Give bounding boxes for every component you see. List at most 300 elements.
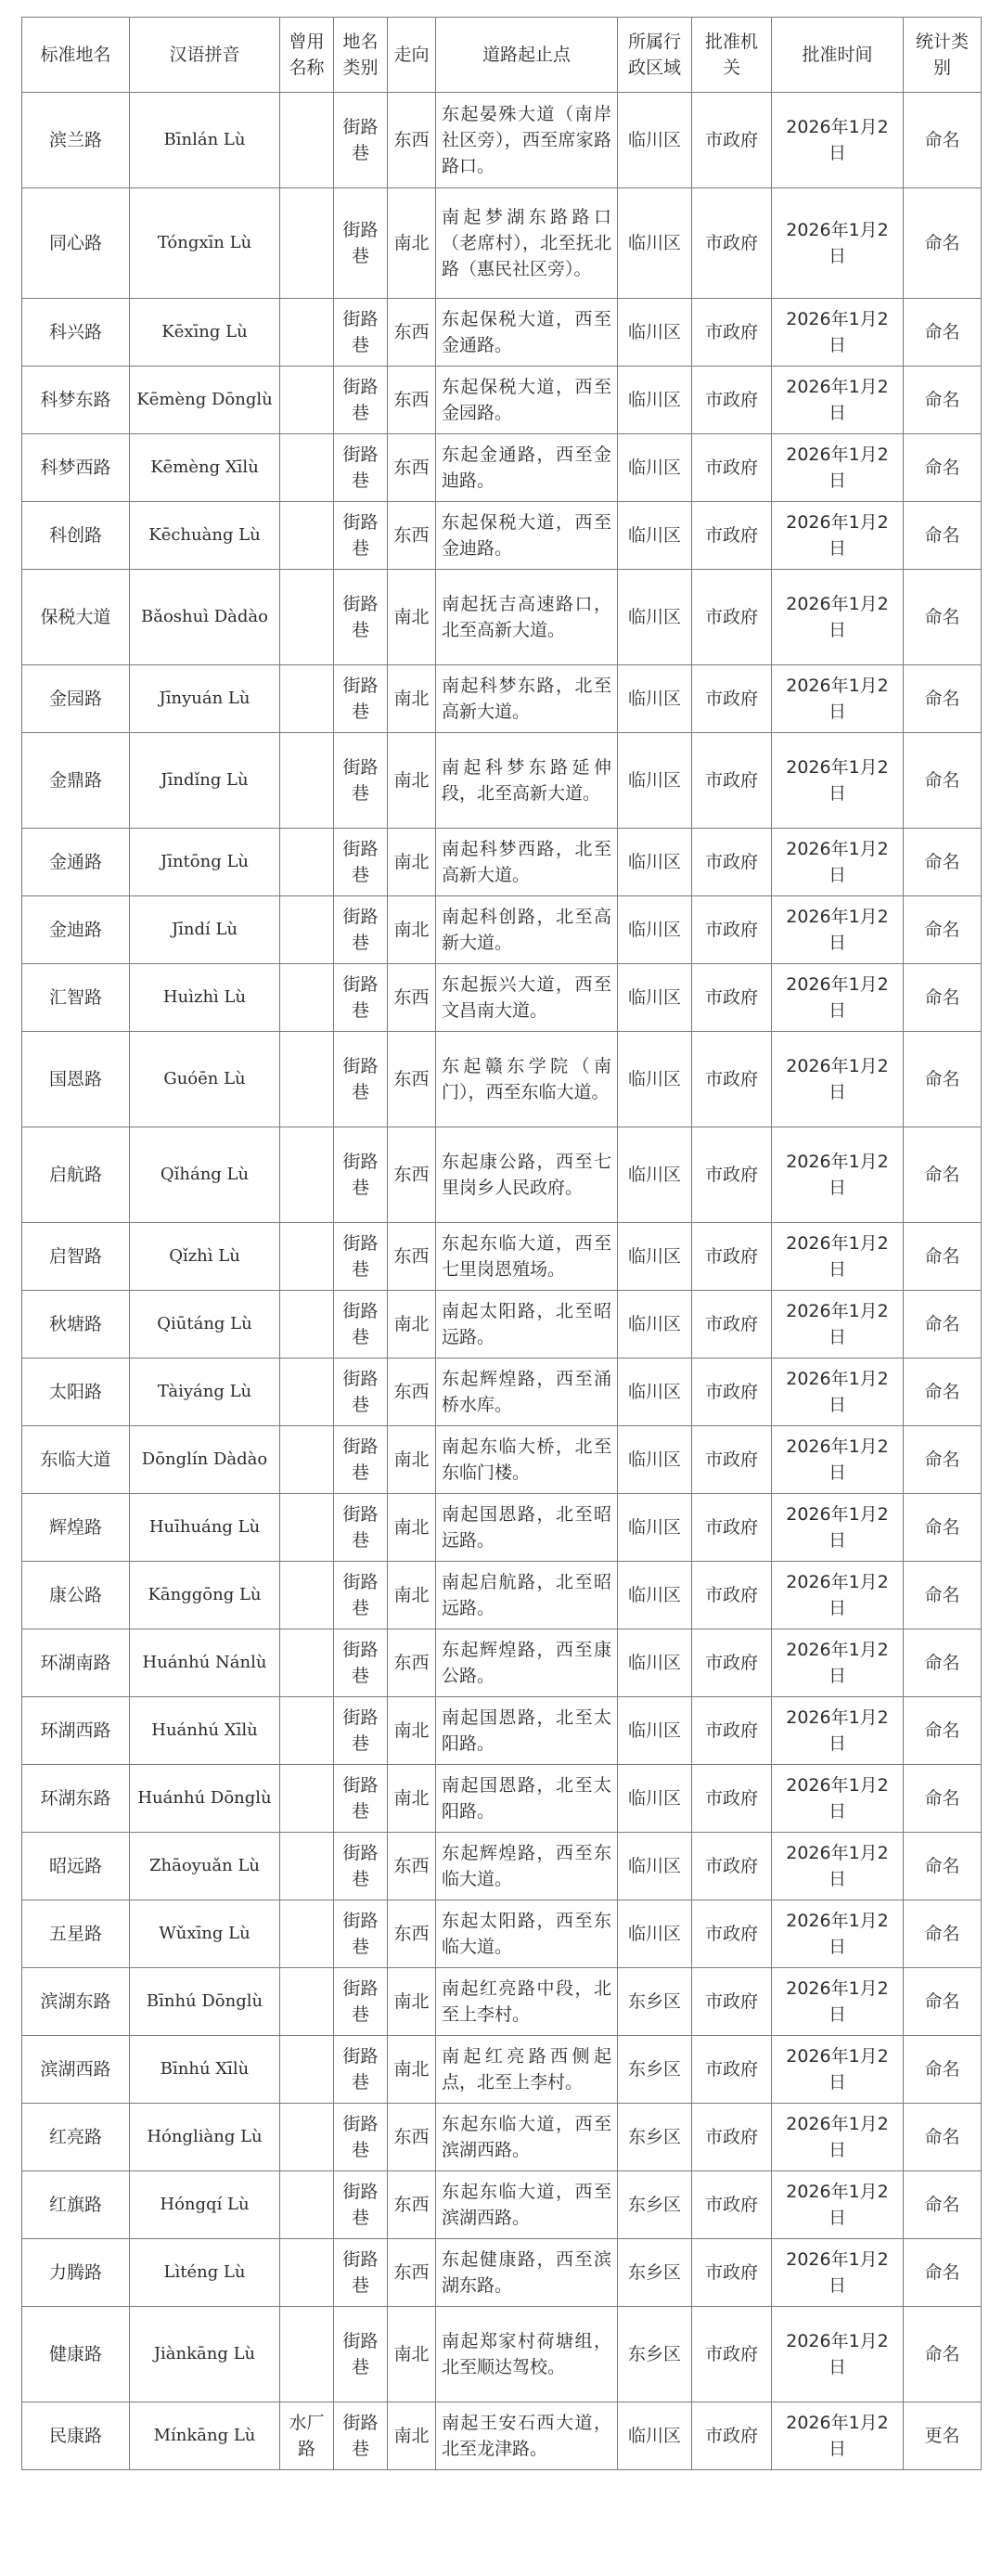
pinyin-cell: Huīhuáng Lù (130, 1494, 280, 1562)
district-cell: 临川区 (618, 964, 692, 1032)
category-cell: 街路巷 (334, 2402, 388, 2470)
category-cell: 街路巷 (334, 733, 388, 829)
stat-type-cell: 命名 (904, 502, 982, 570)
former-name-cell (280, 93, 334, 188)
road-range-cell: 东起晏殊大道（南岸社区旁），西至席家路路口。 (436, 93, 618, 188)
road-name-cell: 金迪路 (22, 896, 130, 964)
pinyin-cell: Jiànkāng Lù (130, 2307, 280, 2402)
pinyin-cell: Jīndí Lù (130, 896, 280, 964)
table-row (22, 964, 982, 1032)
district-cell: 临川区 (618, 299, 692, 367)
category-cell: 街路巷 (334, 93, 388, 188)
approval-date-cell: 2026年1月2日 (772, 1900, 904, 1968)
road-name-cell: 力腾路 (22, 2239, 130, 2307)
former-name-cell (280, 665, 334, 733)
pinyin-cell: Huánhú Nánlù (130, 1629, 280, 1697)
direction-cell: 东西 (388, 1900, 436, 1968)
road-name-cell: 康公路 (22, 1562, 130, 1629)
road-name-cell: 国恩路 (22, 1032, 130, 1127)
former-name-cell (280, 570, 334, 665)
category-cell: 街路巷 (334, 896, 388, 964)
stat-type-cell: 命名 (904, 1359, 982, 1426)
direction-cell: 东西 (388, 93, 436, 188)
direction-cell: 南北 (388, 2307, 436, 2402)
former-name-cell (280, 1494, 334, 1562)
road-name-cell: 民康路 (22, 2402, 130, 2470)
former-name-cell (280, 1127, 334, 1223)
pinyin-cell: Qǐháng Lù (130, 1127, 280, 1223)
pinyin-cell: Tàiyáng Lù (130, 1359, 280, 1426)
authority-cell: 市政府 (692, 733, 772, 829)
district-cell: 临川区 (618, 1494, 692, 1562)
direction-cell: 东西 (388, 1032, 436, 1127)
category-cell: 街路巷 (334, 1562, 388, 1629)
table-row (22, 1223, 982, 1291)
authority-cell: 市政府 (692, 1223, 772, 1291)
road-range-cell: 东起辉煌路，西至东临大道。 (436, 1833, 618, 1900)
former-name-cell (280, 964, 334, 1032)
table-row (22, 1697, 982, 1765)
category-cell: 街路巷 (334, 1127, 388, 1223)
former-name-cell (280, 1697, 334, 1765)
district-cell: 东乡区 (618, 2104, 692, 2171)
authority-cell: 市政府 (692, 188, 772, 299)
stat-type-cell: 命名 (904, 1629, 982, 1697)
former-name-cell (280, 299, 334, 367)
district-cell: 临川区 (618, 896, 692, 964)
approval-date-cell: 2026年1月2日 (772, 1562, 904, 1629)
approval-date-cell: 2026年1月2日 (772, 2171, 904, 2239)
stat-type-cell: 命名 (904, 1697, 982, 1765)
approval-date-cell: 2026年1月2日 (772, 570, 904, 665)
road-range-cell: 东起辉煌路，西至涌桥水库。 (436, 1359, 618, 1426)
category-cell: 街路巷 (334, 188, 388, 299)
district-cell: 临川区 (618, 733, 692, 829)
pinyin-cell: Kānggōng Lù (130, 1562, 280, 1629)
district-cell: 东乡区 (618, 2307, 692, 2402)
direction-cell: 南北 (388, 1697, 436, 1765)
authority-cell: 市政府 (692, 1968, 772, 2036)
road-name-cell: 滨湖东路 (22, 1968, 130, 2036)
former-name-cell: 水厂路 (280, 2402, 334, 2470)
district-cell: 临川区 (618, 1032, 692, 1127)
pinyin-cell: Kēchuàng Lù (130, 502, 280, 570)
pinyin-cell: Zhāoyuǎn Lù (130, 1833, 280, 1900)
pinyin-cell: Hóngliàng Lù (130, 2104, 280, 2171)
place-name-table-container (21, 17, 981, 2470)
authority-cell: 市政府 (692, 896, 772, 964)
road-name-cell: 启智路 (22, 1223, 130, 1291)
approval-date-cell: 2026年1月2日 (772, 93, 904, 188)
authority-cell: 市政府 (692, 93, 772, 188)
approval-date-cell: 2026年1月2日 (772, 733, 904, 829)
former-name-cell (280, 733, 334, 829)
road-range-cell: 南起科梦东路延伸段，北至高新大道。 (436, 733, 618, 829)
approval-date-cell: 2026年1月2日 (772, 1494, 904, 1562)
direction-cell: 东西 (388, 2104, 436, 2171)
stat-type-cell: 命名 (904, 1032, 982, 1127)
pinyin-cell: Lìténg Lù (130, 2239, 280, 2307)
table-row (22, 1494, 982, 1562)
authority-cell: 市政府 (692, 2402, 772, 2470)
table-row (22, 665, 982, 733)
road-range-cell: 东起赣东学院（南门），西至东临大道。 (436, 1032, 618, 1127)
former-name-cell (280, 2104, 334, 2171)
former-name-cell (280, 1968, 334, 2036)
category-cell: 街路巷 (334, 1359, 388, 1426)
approval-date-cell: 2026年1月2日 (772, 896, 904, 964)
table-row (22, 2402, 982, 2470)
table-row (22, 733, 982, 829)
road-name-cell: 太阳路 (22, 1359, 130, 1426)
stat-type-cell: 命名 (904, 1426, 982, 1494)
district-cell: 临川区 (618, 1291, 692, 1359)
table-row (22, 2036, 982, 2104)
road-name-cell: 保税大道 (22, 570, 130, 665)
direction-cell: 东西 (388, 2171, 436, 2239)
header-category: 地名类别 (334, 18, 388, 93)
district-cell: 临川区 (618, 1900, 692, 1968)
former-name-cell (280, 367, 334, 434)
former-name-cell (280, 896, 334, 964)
approval-date-cell: 2026年1月2日 (772, 188, 904, 299)
category-cell: 街路巷 (334, 299, 388, 367)
header-road-range: 道路起止点 (436, 18, 618, 93)
former-name-cell (280, 2239, 334, 2307)
stat-type-cell: 命名 (904, 570, 982, 665)
direction-cell: 东西 (388, 367, 436, 434)
category-cell: 街路巷 (334, 1765, 388, 1833)
road-name-cell: 科兴路 (22, 299, 130, 367)
district-cell: 临川区 (618, 1562, 692, 1629)
table-row (22, 1291, 982, 1359)
road-name-cell: 健康路 (22, 2307, 130, 2402)
direction-cell: 南北 (388, 733, 436, 829)
road-range-cell: 东起保税大道，西至金通路。 (436, 299, 618, 367)
former-name-cell (280, 188, 334, 299)
road-name-cell: 辉煌路 (22, 1494, 130, 1562)
table-row (22, 570, 982, 665)
road-name-cell: 科创路 (22, 502, 130, 570)
district-cell: 临川区 (618, 502, 692, 570)
authority-cell: 市政府 (692, 299, 772, 367)
road-name-cell: 滨兰路 (22, 93, 130, 188)
approval-date-cell: 2026年1月2日 (772, 1032, 904, 1127)
header-district: 所属行政区域 (618, 18, 692, 93)
approval-date-cell: 2026年1月2日 (772, 1833, 904, 1900)
table-row (22, 1032, 982, 1127)
category-cell: 街路巷 (334, 2239, 388, 2307)
district-cell: 临川区 (618, 1359, 692, 1426)
authority-cell: 市政府 (692, 1900, 772, 1968)
authority-cell: 市政府 (692, 1426, 772, 1494)
direction-cell: 东西 (388, 1833, 436, 1900)
stat-type-cell: 命名 (904, 2239, 982, 2307)
road-range-cell: 南起科梦东路，北至高新大道。 (436, 665, 618, 733)
road-name-cell: 红旗路 (22, 2171, 130, 2239)
approval-date-cell: 2026年1月2日 (772, 1359, 904, 1426)
district-cell: 临川区 (618, 93, 692, 188)
approval-date-cell: 2026年1月2日 (772, 502, 904, 570)
direction-cell: 南北 (388, 665, 436, 733)
former-name-cell (280, 502, 334, 570)
road-range-cell: 东起保税大道，西至金迪路。 (436, 502, 618, 570)
table-row (22, 1833, 982, 1900)
category-cell: 街路巷 (334, 1833, 388, 1900)
direction-cell: 南北 (388, 896, 436, 964)
former-name-cell (280, 2036, 334, 2104)
former-name-cell (280, 1359, 334, 1426)
table-row (22, 367, 982, 434)
category-cell: 街路巷 (334, 502, 388, 570)
direction-cell: 东西 (388, 434, 436, 502)
table-row (22, 1900, 982, 1968)
stat-type-cell: 命名 (904, 188, 982, 299)
road-range-cell: 东起金通路，西至金迪路。 (436, 434, 618, 502)
road-name-cell: 金通路 (22, 829, 130, 896)
stat-type-cell: 命名 (904, 896, 982, 964)
road-range-cell: 南起红亮路中段，北至上李村。 (436, 1968, 618, 2036)
direction-cell: 东西 (388, 502, 436, 570)
table-row (22, 1426, 982, 1494)
road-name-cell: 东临大道 (22, 1426, 130, 1494)
former-name-cell (280, 434, 334, 502)
direction-cell: 南北 (388, 570, 436, 665)
authority-cell: 市政府 (692, 964, 772, 1032)
direction-cell: 东西 (388, 299, 436, 367)
direction-cell: 南北 (388, 1291, 436, 1359)
district-cell: 临川区 (618, 1629, 692, 1697)
header-standard-name: 标准地名 (22, 18, 130, 93)
approval-date-cell: 2026年1月2日 (772, 1697, 904, 1765)
table-row (22, 299, 982, 367)
road-range-cell: 南起科梦西路，北至高新大道。 (436, 829, 618, 896)
stat-type-cell: 命名 (904, 1494, 982, 1562)
stat-type-cell: 命名 (904, 434, 982, 502)
table-body (22, 93, 982, 2470)
approval-date-cell: 2026年1月2日 (772, 434, 904, 502)
stat-type-cell: 命名 (904, 1765, 982, 1833)
pinyin-cell: Bǎoshuì Dàdào (130, 570, 280, 665)
pinyin-cell: Jīndǐng Lù (130, 733, 280, 829)
direction-cell: 南北 (388, 2036, 436, 2104)
table-row (22, 93, 982, 188)
road-range-cell: 南起国恩路，北至昭远路。 (436, 1494, 618, 1562)
place-name-table (21, 17, 982, 2470)
approval-date-cell: 2026年1月2日 (772, 964, 904, 1032)
road-range-cell: 东起辉煌路，西至康公路。 (436, 1629, 618, 1697)
road-range-cell: 东起康公路，西至七里岗乡人民政府。 (436, 1127, 618, 1223)
stat-type-cell: 命名 (904, 299, 982, 367)
pinyin-cell: Qǐzhì Lù (130, 1223, 280, 1291)
table-header-row (22, 18, 982, 93)
pinyin-cell: Wǔxīng Lù (130, 1900, 280, 1968)
district-cell: 东乡区 (618, 2036, 692, 2104)
pinyin-cell: Hóngqí Lù (130, 2171, 280, 2239)
pinyin-cell: Kēmèng Dōnglù (130, 367, 280, 434)
road-name-cell: 昭远路 (22, 1833, 130, 1900)
pinyin-cell: Bīnhú Dōnglù (130, 1968, 280, 2036)
approval-date-cell: 2026年1月2日 (772, 1968, 904, 2036)
district-cell: 东乡区 (618, 1968, 692, 2036)
table-row (22, 1629, 982, 1697)
stat-type-cell: 命名 (904, 829, 982, 896)
road-name-cell: 秋塘路 (22, 1291, 130, 1359)
table-row (22, 2307, 982, 2402)
header-approval-date: 批准时间 (772, 18, 904, 93)
former-name-cell (280, 1291, 334, 1359)
table-row (22, 2239, 982, 2307)
district-cell: 临川区 (618, 2402, 692, 2470)
direction-cell: 南北 (388, 1562, 436, 1629)
approval-date-cell: 2026年1月2日 (772, 2104, 904, 2171)
authority-cell: 市政府 (692, 2239, 772, 2307)
former-name-cell (280, 1562, 334, 1629)
stat-type-cell: 命名 (904, 1900, 982, 1968)
category-cell: 街路巷 (334, 964, 388, 1032)
former-name-cell (280, 2307, 334, 2402)
pinyin-cell: Bīnhú Xīlù (130, 2036, 280, 2104)
authority-cell: 市政府 (692, 1291, 772, 1359)
pinyin-cell: Guóēn Lù (130, 1032, 280, 1127)
approval-date-cell: 2026年1月2日 (772, 2239, 904, 2307)
category-cell: 街路巷 (334, 1629, 388, 1697)
former-name-cell (280, 1629, 334, 1697)
stat-type-cell: 命名 (904, 1127, 982, 1223)
direction-cell: 南北 (388, 1968, 436, 2036)
direction-cell: 东西 (388, 1223, 436, 1291)
former-name-cell (280, 1032, 334, 1127)
former-name-cell (280, 1426, 334, 1494)
category-cell: 街路巷 (334, 1291, 388, 1359)
category-cell: 街路巷 (334, 1900, 388, 1968)
direction-cell: 南北 (388, 2402, 436, 2470)
direction-cell: 东西 (388, 2239, 436, 2307)
stat-type-cell: 命名 (904, 2036, 982, 2104)
road-name-cell: 金园路 (22, 665, 130, 733)
road-range-cell: 东起太阳路，西至东临大道。 (436, 1900, 618, 1968)
road-range-cell: 东起健康路，西至滨湖东路。 (436, 2239, 618, 2307)
category-cell: 街路巷 (334, 1426, 388, 1494)
table-row (22, 1765, 982, 1833)
former-name-cell (280, 1900, 334, 1968)
authority-cell: 市政府 (692, 2036, 772, 2104)
district-cell: 临川区 (618, 1765, 692, 1833)
district-cell: 临川区 (618, 1127, 692, 1223)
header-authority: 批准机关 (692, 18, 772, 93)
direction-cell: 南北 (388, 829, 436, 896)
table-row (22, 434, 982, 502)
district-cell: 东乡区 (618, 2239, 692, 2307)
road-name-cell: 红亮路 (22, 2104, 130, 2171)
pinyin-cell: Tóngxīn Lù (130, 188, 280, 299)
authority-cell: 市政府 (692, 1127, 772, 1223)
approval-date-cell: 2026年1月2日 (772, 1223, 904, 1291)
road-range-cell: 东起东临大道，西至七里岗恩殖场。 (436, 1223, 618, 1291)
pinyin-cell: Kēmèng Xīlù (130, 434, 280, 502)
stat-type-cell: 命名 (904, 1562, 982, 1629)
category-cell: 街路巷 (334, 829, 388, 896)
approval-date-cell: 2026年1月2日 (772, 2036, 904, 2104)
district-cell: 东乡区 (618, 2171, 692, 2239)
table-row (22, 2104, 982, 2171)
table-row (22, 1359, 982, 1426)
road-name-cell: 滨湖西路 (22, 2036, 130, 2104)
category-cell: 街路巷 (334, 1697, 388, 1765)
district-cell: 临川区 (618, 829, 692, 896)
table-row (22, 829, 982, 896)
header-pinyin: 汉语拼音 (130, 18, 280, 93)
stat-type-cell: 命名 (904, 1291, 982, 1359)
district-cell: 临川区 (618, 1833, 692, 1900)
pinyin-cell: Mínkāng Lù (130, 2402, 280, 2470)
road-range-cell: 南起国恩路，北至太阳路。 (436, 1765, 618, 1833)
road-range-cell: 南起王安石西大道，北至龙津路。 (436, 2402, 618, 2470)
category-cell: 街路巷 (334, 2036, 388, 2104)
road-range-cell: 南起抚吉高速路口，北至高新大道。 (436, 570, 618, 665)
category-cell: 街路巷 (334, 1968, 388, 2036)
stat-type-cell: 更名 (904, 2402, 982, 2470)
table-row (22, 2171, 982, 2239)
authority-cell: 市政府 (692, 434, 772, 502)
header-stat-type: 统计类别 (904, 18, 982, 93)
stat-type-cell: 命名 (904, 2171, 982, 2239)
direction-cell: 东西 (388, 964, 436, 1032)
stat-type-cell: 命名 (904, 1223, 982, 1291)
road-range-cell: 南起科创路，北至高新大道。 (436, 896, 618, 964)
authority-cell: 市政府 (692, 1494, 772, 1562)
road-range-cell: 南起太阳路，北至昭远路。 (436, 1291, 618, 1359)
stat-type-cell: 命名 (904, 964, 982, 1032)
pinyin-cell: Dōnglín Dàdào (130, 1426, 280, 1494)
district-cell: 临川区 (618, 665, 692, 733)
road-name-cell: 金鼎路 (22, 733, 130, 829)
pinyin-cell: Qiūtáng Lù (130, 1291, 280, 1359)
direction-cell: 南北 (388, 1426, 436, 1494)
pinyin-cell: Huìzhì Lù (130, 964, 280, 1032)
direction-cell: 东西 (388, 1359, 436, 1426)
category-cell: 街路巷 (334, 367, 388, 434)
former-name-cell (280, 1833, 334, 1900)
stat-type-cell: 命名 (904, 93, 982, 188)
road-name-cell: 科梦东路 (22, 367, 130, 434)
approval-date-cell: 2026年1月2日 (772, 1127, 904, 1223)
approval-date-cell: 2026年1月2日 (772, 2307, 904, 2402)
road-name-cell: 科梦西路 (22, 434, 130, 502)
pinyin-cell: Huánhú Dōnglù (130, 1765, 280, 1833)
stat-type-cell: 命名 (904, 1968, 982, 2036)
direction-cell: 东西 (388, 1629, 436, 1697)
stat-type-cell: 命名 (904, 2104, 982, 2171)
approval-date-cell: 2026年1月2日 (772, 2402, 904, 2470)
road-range-cell: 南起红亮路西侧起点，北至上李村。 (436, 2036, 618, 2104)
road-range-cell: 东起东临大道，西至滨湖西路。 (436, 2171, 618, 2239)
road-range-cell: 东起东临大道，西至滨湖西路。 (436, 2104, 618, 2171)
pinyin-cell: Jīntōng Lù (130, 829, 280, 896)
category-cell: 街路巷 (334, 434, 388, 502)
category-cell: 街路巷 (334, 1032, 388, 1127)
approval-date-cell: 2026年1月2日 (772, 829, 904, 896)
authority-cell: 市政府 (692, 1359, 772, 1426)
approval-date-cell: 2026年1月2日 (772, 1629, 904, 1697)
stat-type-cell: 命名 (904, 367, 982, 434)
stat-type-cell: 命名 (904, 2307, 982, 2402)
authority-cell: 市政府 (692, 1833, 772, 1900)
stat-type-cell: 命名 (904, 1833, 982, 1900)
approval-date-cell: 2026年1月2日 (772, 665, 904, 733)
district-cell: 临川区 (618, 1697, 692, 1765)
category-cell: 街路巷 (334, 570, 388, 665)
